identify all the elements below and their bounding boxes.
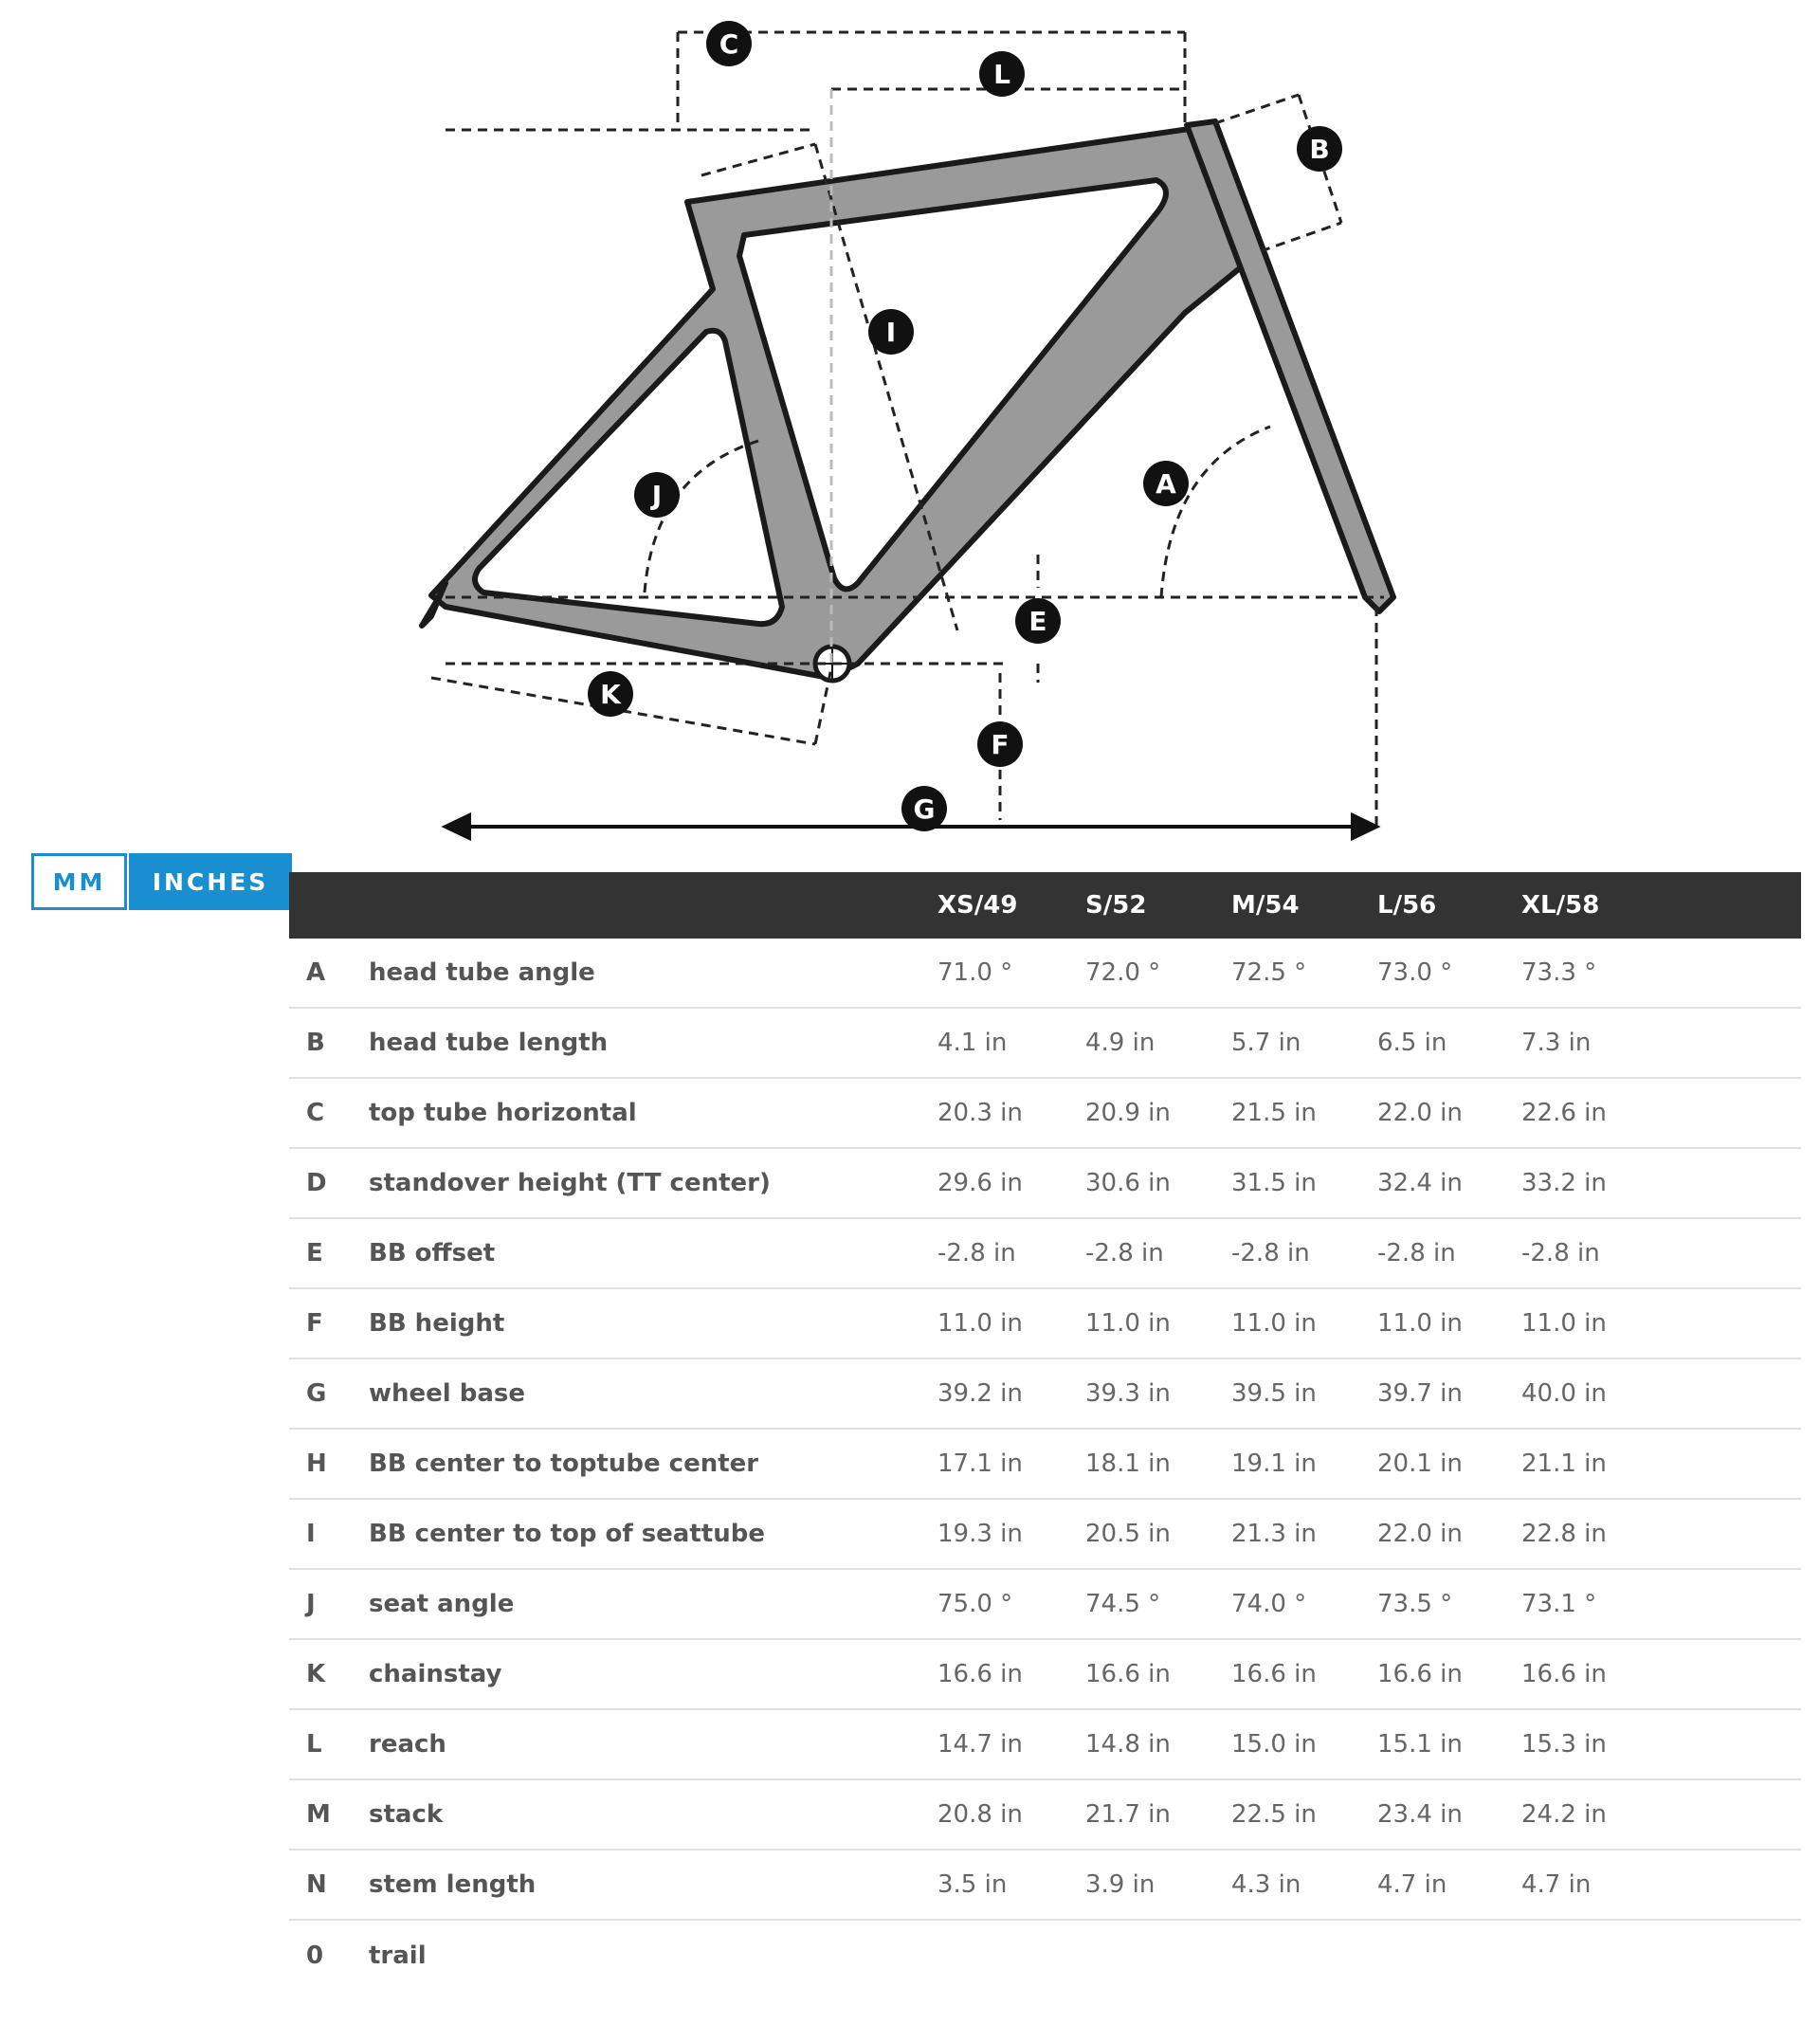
row-value: -2.8 in xyxy=(937,1239,1016,1267)
svg-text:G: G xyxy=(913,793,936,825)
row-value: 4.3 in xyxy=(1231,1870,1301,1899)
row-value: 39.3 in xyxy=(1085,1379,1171,1408)
table-row xyxy=(289,1009,1801,1079)
row-value: 20.8 in xyxy=(937,1800,1023,1829)
row-letter: C xyxy=(306,1099,325,1127)
svg-text:I: I xyxy=(885,317,897,348)
row-value: 11.0 in xyxy=(1521,1309,1607,1338)
row-letter: B xyxy=(306,1029,325,1057)
row-value: 11.0 in xyxy=(1231,1309,1317,1338)
row-value: 39.5 in xyxy=(1231,1379,1317,1408)
row-value: 75.0 ° xyxy=(937,1590,1013,1618)
svg-text:C: C xyxy=(719,28,739,60)
geometry-table xyxy=(289,872,1801,1991)
row-label: BB center to top of seattube xyxy=(369,1520,765,1548)
row-label: seat angle xyxy=(369,1590,515,1618)
row-value: 21.1 in xyxy=(1521,1449,1607,1478)
row-value: 22.0 in xyxy=(1377,1520,1463,1548)
row-label: BB height xyxy=(369,1309,505,1338)
row-value: 14.8 in xyxy=(1085,1730,1171,1759)
row-letter: G xyxy=(306,1379,327,1408)
row-value: 4.7 in xyxy=(1377,1870,1447,1899)
row-letter: 0 xyxy=(306,1942,324,1970)
table-row xyxy=(289,1289,1801,1359)
row-label: standover height (TT center) xyxy=(369,1169,771,1197)
row-value: -2.8 in xyxy=(1085,1239,1164,1267)
row-value: 19.3 in xyxy=(937,1520,1023,1548)
table-row xyxy=(289,1780,1801,1851)
svg-text:A: A xyxy=(1156,468,1176,500)
svg-text:J: J xyxy=(651,480,663,511)
marker-E xyxy=(1015,598,1061,644)
row-letter: D xyxy=(306,1169,327,1197)
row-value: 73.3 ° xyxy=(1521,958,1597,987)
row-value: 21.5 in xyxy=(1231,1099,1317,1127)
row-value: 32.4 in xyxy=(1377,1169,1463,1197)
marker-A xyxy=(1143,461,1189,506)
table-header xyxy=(289,872,1801,939)
row-label: head tube length xyxy=(369,1029,609,1057)
row-value: 11.0 in xyxy=(1085,1309,1171,1338)
svg-text:E: E xyxy=(1028,606,1047,637)
marker-L xyxy=(979,51,1025,97)
row-value: 73.0 ° xyxy=(1377,958,1453,987)
table-row xyxy=(289,1921,1801,1991)
row-value: 3.9 in xyxy=(1085,1870,1156,1899)
row-value: 29.6 in xyxy=(937,1169,1023,1197)
size-header-l: L/56 xyxy=(1377,891,1437,920)
row-value: 74.5 ° xyxy=(1085,1590,1161,1618)
row-value: 24.2 in xyxy=(1521,1800,1607,1829)
row-value: 16.6 in xyxy=(937,1660,1023,1688)
table-row xyxy=(289,1851,1801,1921)
row-label: BB center to toptube center xyxy=(369,1449,759,1478)
row-letter: A xyxy=(306,958,326,987)
row-label: head tube angle xyxy=(369,958,595,987)
unit-toggle xyxy=(31,853,292,910)
row-letter: F xyxy=(306,1309,323,1338)
row-value: 4.9 in xyxy=(1085,1029,1156,1057)
marker-J xyxy=(634,472,680,518)
row-value: 39.2 in xyxy=(937,1379,1023,1408)
marker-G xyxy=(901,786,947,831)
row-value: 40.0 in xyxy=(1521,1379,1607,1408)
row-value: 5.7 in xyxy=(1231,1029,1301,1057)
row-value: 16.6 in xyxy=(1085,1660,1171,1688)
row-label: chainstay xyxy=(369,1660,502,1688)
row-label: trail xyxy=(369,1942,427,1970)
row-label: BB offset xyxy=(369,1239,496,1267)
row-letter: M xyxy=(306,1800,331,1829)
row-value: 39.7 in xyxy=(1377,1379,1463,1408)
mm-unit-button[interactable]: MM xyxy=(31,853,127,910)
row-value: 16.6 in xyxy=(1377,1660,1463,1688)
marker-K xyxy=(588,671,633,717)
row-value: 16.6 in xyxy=(1231,1660,1317,1688)
size-header-xl: XL/58 xyxy=(1521,891,1600,920)
marker-B xyxy=(1297,126,1342,172)
row-value: 19.1 in xyxy=(1231,1449,1317,1478)
inches-unit-button[interactable]: INCHES xyxy=(129,853,292,910)
row-label: top tube horizontal xyxy=(369,1099,637,1127)
svg-text:F: F xyxy=(991,729,1010,760)
svg-text:K: K xyxy=(600,679,621,710)
row-label: reach xyxy=(369,1730,446,1759)
row-value: 20.3 in xyxy=(937,1099,1023,1127)
row-value: 17.1 in xyxy=(937,1449,1023,1478)
row-value: 21.7 in xyxy=(1085,1800,1171,1829)
row-value: 21.3 in xyxy=(1231,1520,1317,1548)
row-value: 4.1 in xyxy=(937,1029,1008,1057)
row-value: 6.5 in xyxy=(1377,1029,1447,1057)
table-row xyxy=(289,1430,1801,1500)
size-header-m: M/54 xyxy=(1231,891,1300,920)
row-value: 22.0 in xyxy=(1377,1099,1463,1127)
row-value: 15.0 in xyxy=(1231,1730,1317,1759)
svg-text:B: B xyxy=(1309,134,1330,165)
row-letter: N xyxy=(306,1870,327,1899)
table-row xyxy=(289,1359,1801,1430)
row-value: 71.0 ° xyxy=(937,958,1013,987)
row-value: 31.5 in xyxy=(1231,1169,1317,1197)
row-letter: H xyxy=(306,1449,327,1478)
svg-text:L: L xyxy=(993,59,1010,90)
row-value: 72.0 ° xyxy=(1085,958,1161,987)
row-value: 74.0 ° xyxy=(1231,1590,1307,1618)
row-value: 33.2 in xyxy=(1521,1169,1607,1197)
row-label: stem length xyxy=(369,1870,537,1899)
size-header-xs: XS/49 xyxy=(937,891,1018,920)
row-value: 4.7 in xyxy=(1521,1870,1592,1899)
table-row xyxy=(289,1640,1801,1710)
table-row xyxy=(289,1500,1801,1570)
row-value: 18.1 in xyxy=(1085,1449,1171,1478)
row-value: 22.6 in xyxy=(1521,1099,1607,1127)
row-value: 14.7 in xyxy=(937,1730,1023,1759)
row-value: 20.5 in xyxy=(1085,1520,1171,1548)
size-header-s: S/52 xyxy=(1085,891,1147,920)
table-row xyxy=(289,1079,1801,1149)
table-row xyxy=(289,1149,1801,1219)
table-row xyxy=(289,939,1801,1009)
table-row xyxy=(289,1219,1801,1289)
row-letter: L xyxy=(306,1730,322,1759)
row-value: 72.5 ° xyxy=(1231,958,1307,987)
row-value: -2.8 in xyxy=(1377,1239,1456,1267)
row-label: stack xyxy=(369,1800,444,1829)
row-value: 30.6 in xyxy=(1085,1169,1171,1197)
table-row xyxy=(289,1710,1801,1780)
marker-F xyxy=(977,721,1023,767)
row-value: 22.5 in xyxy=(1231,1800,1317,1829)
row-value: 11.0 in xyxy=(1377,1309,1463,1338)
marker-C xyxy=(706,21,752,66)
row-letter: E xyxy=(306,1239,323,1267)
marker-I xyxy=(868,309,914,355)
row-value: 73.5 ° xyxy=(1377,1590,1453,1618)
row-value: 23.4 in xyxy=(1377,1800,1463,1829)
row-label: wheel base xyxy=(369,1379,526,1408)
row-value: 20.1 in xyxy=(1377,1449,1463,1478)
row-value: 11.0 in xyxy=(937,1309,1023,1338)
row-value: 22.8 in xyxy=(1521,1520,1607,1548)
row-letter: I xyxy=(306,1520,316,1548)
row-letter: K xyxy=(306,1660,326,1688)
row-value: 73.1 ° xyxy=(1521,1590,1597,1618)
row-value: 15.1 in xyxy=(1377,1730,1463,1759)
table-body xyxy=(289,939,1801,1991)
row-value: -2.8 in xyxy=(1231,1239,1310,1267)
frame-geometry-diagram xyxy=(0,0,1820,853)
row-letter: J xyxy=(306,1590,316,1618)
row-value: 3.5 in xyxy=(937,1870,1008,1899)
row-value: 15.3 in xyxy=(1521,1730,1607,1759)
row-value: 7.3 in xyxy=(1521,1029,1592,1057)
row-value: 20.9 in xyxy=(1085,1099,1171,1127)
row-value: 16.6 in xyxy=(1521,1660,1607,1688)
table-row xyxy=(289,1570,1801,1640)
row-value: -2.8 in xyxy=(1521,1239,1600,1267)
